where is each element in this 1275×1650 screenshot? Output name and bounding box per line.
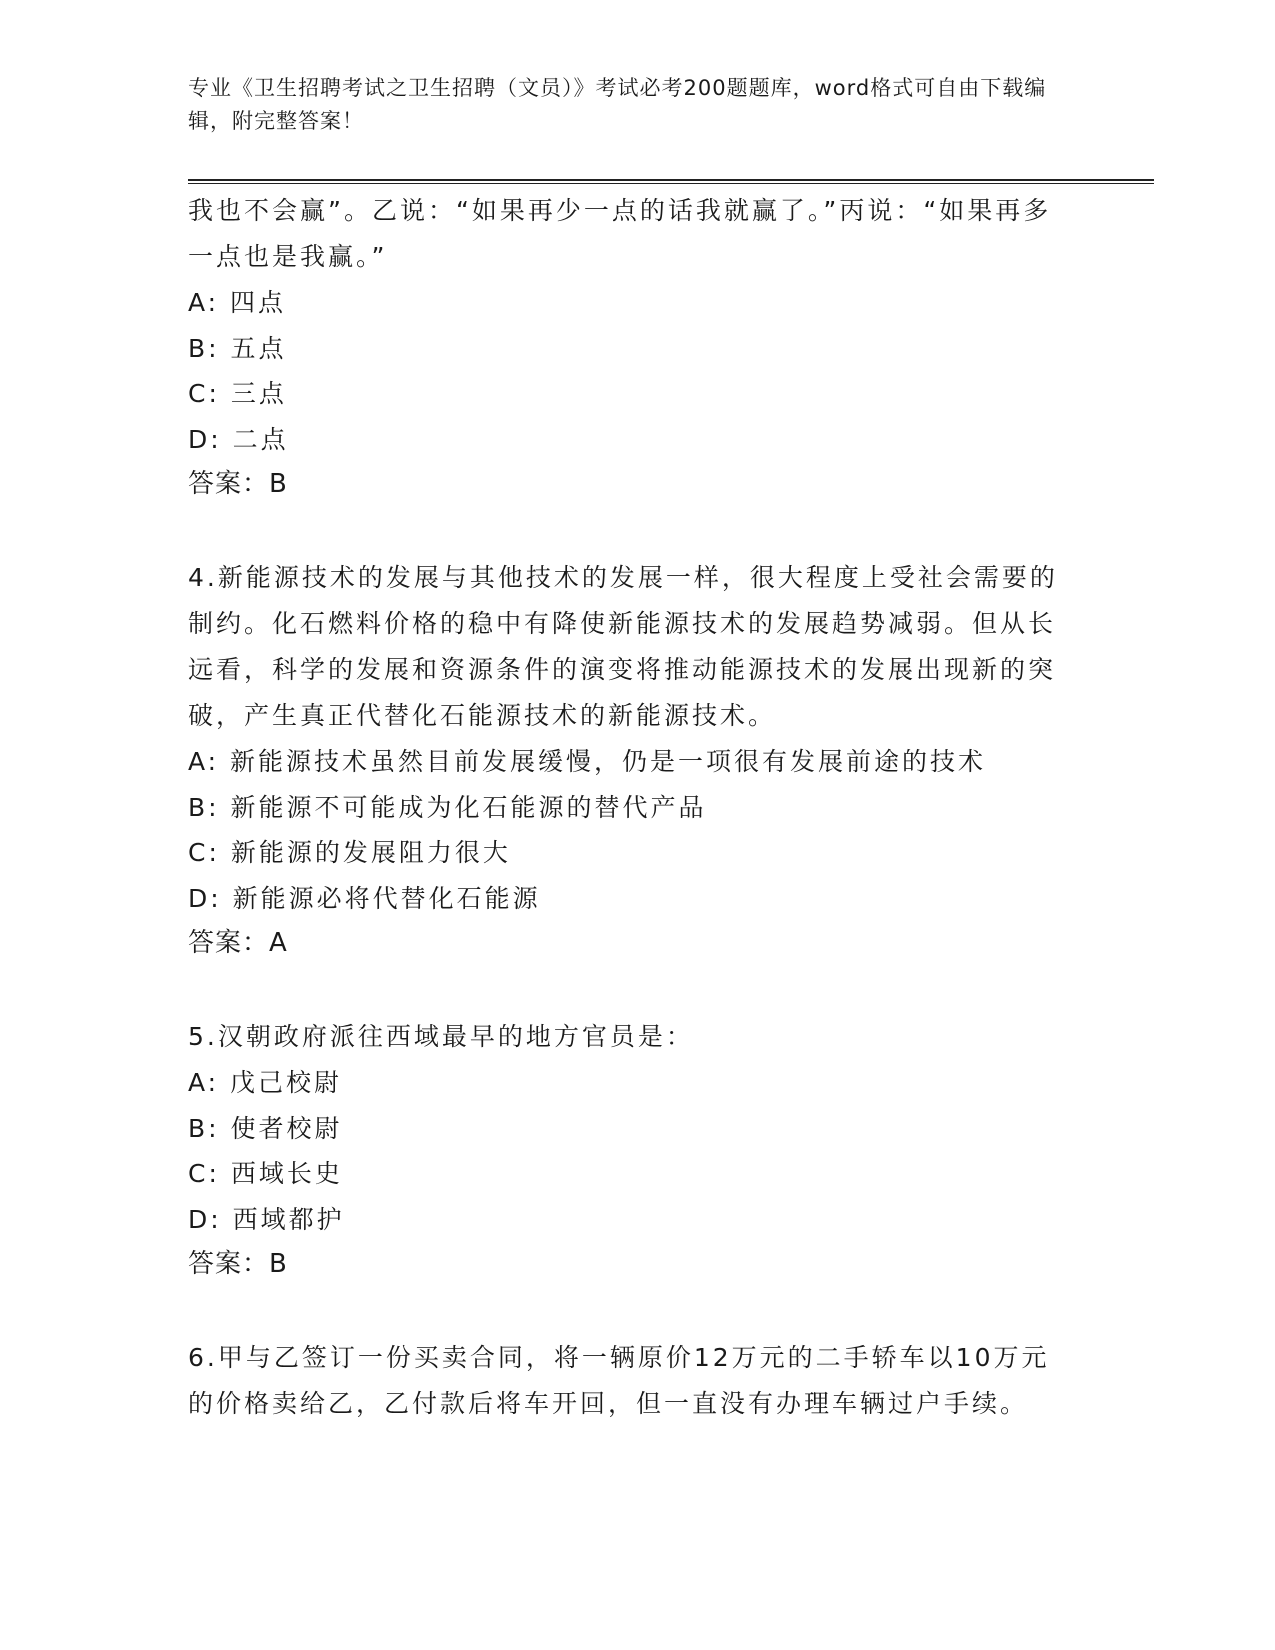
- option-a: A: 四点: [188, 288, 287, 317]
- option-c: C: 三点: [188, 379, 287, 408]
- question-text: 我也不会赢”。乙说：“如果再少一点的话我就赢了。”丙说：“如果再多一点也是我赢。”: [188, 196, 1052, 271]
- answer-line: 答案：B: [188, 1249, 288, 1279]
- option-b: B: 五点: [188, 333, 287, 363]
- question-text: 6.甲与乙签订一份买卖合同，将一辆原价12万元的二手轿车以10万元的价格卖给乙，乙付款后将车开回，但一直没有办理车辆过户手续。: [188, 1343, 1050, 1418]
- document-body: [188, 188, 1068, 1427]
- question-text: 4.新能源技术的发展与其他技术的发展一样，很大程度上受社会需要的制约。化石燃料价格的稳中有降使新能源技术的发展趋势减弱。但从长远看，科学的发展和资源条件的演变将推动能源技术的发展出现新的突破，产生真正代替化石能源技术的新能源技术。: [188, 563, 1058, 730]
- option-c: C: 西域长史: [188, 1159, 343, 1188]
- question-6: [188, 1335, 1068, 1427]
- header-divider: [188, 179, 1154, 184]
- document-header-title: 专业《卫生招聘考试之卫生招聘（文员）》考试必考200题题库，word格式可自由下载编辑，附完整答案！: [188, 76, 1047, 133]
- option-b: B: 新能源不可能成为化石能源的替代产品: [188, 792, 707, 822]
- question-5: [188, 1014, 1068, 1287]
- option-a: A: 戊己校尉: [188, 1068, 343, 1097]
- answer-line: 答案：B: [188, 469, 288, 499]
- question-continuation: [188, 188, 1068, 507]
- question-4: [188, 555, 1068, 966]
- option-a: A: 新能源技术虽然目前发展缓慢，仍是一项很有发展前途的技术: [188, 747, 987, 776]
- option-d: D: 二点: [188, 424, 289, 454]
- option-d: D: 新能源必将代替化石能源: [188, 883, 541, 913]
- option-b: B: 使者校尉: [188, 1113, 343, 1143]
- option-c: C: 新能源的发展阻力很大: [188, 838, 511, 867]
- answer-line: 答案：A: [188, 928, 288, 958]
- question-text: 5.汉朝政府派往西域最早的地方官员是：: [188, 1022, 694, 1051]
- option-d: D: 西域都护: [188, 1204, 345, 1234]
